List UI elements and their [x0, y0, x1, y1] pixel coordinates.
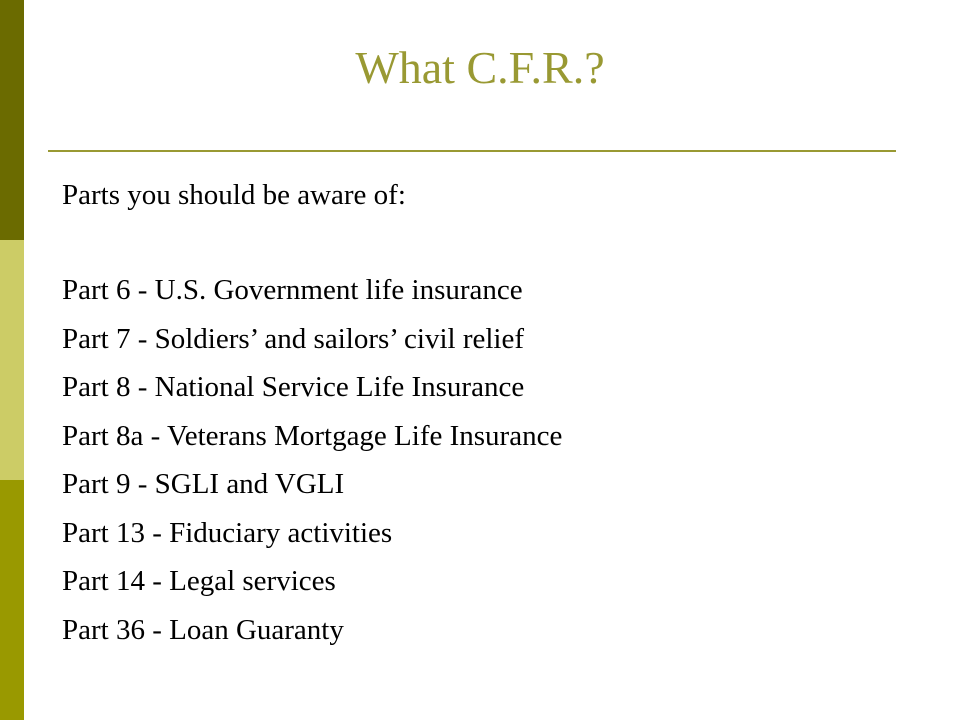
accent-stripe-top — [0, 0, 24, 240]
title-divider — [48, 150, 896, 152]
intro-text: Parts you should be aware of: — [62, 179, 406, 211]
slide-title: What C.F.R.? — [355, 42, 605, 93]
list-item: Part 13 - Fiduciary activities — [62, 516, 393, 549]
accent-stripe-middle — [0, 240, 24, 480]
list-item: Part 8 - National Service Life Insurance — [62, 371, 525, 403]
list-item: Part 36 - Loan Guaranty — [62, 613, 344, 646]
slide-body — [62, 172, 920, 654]
list-item: Part 7 - Soldiers’ and sailors’ civil relief — [62, 322, 524, 355]
list-item: Part 14 - Legal services — [62, 565, 336, 597]
list-item: Part 8a - Veterans Mortgage Life Insurance — [62, 419, 563, 452]
accent-stripe-bottom — [0, 480, 24, 720]
list-item: Part 9 - SGLI and VGLI — [62, 468, 345, 500]
list-item: Part 6 - U.S. Government life insurance — [62, 274, 523, 306]
